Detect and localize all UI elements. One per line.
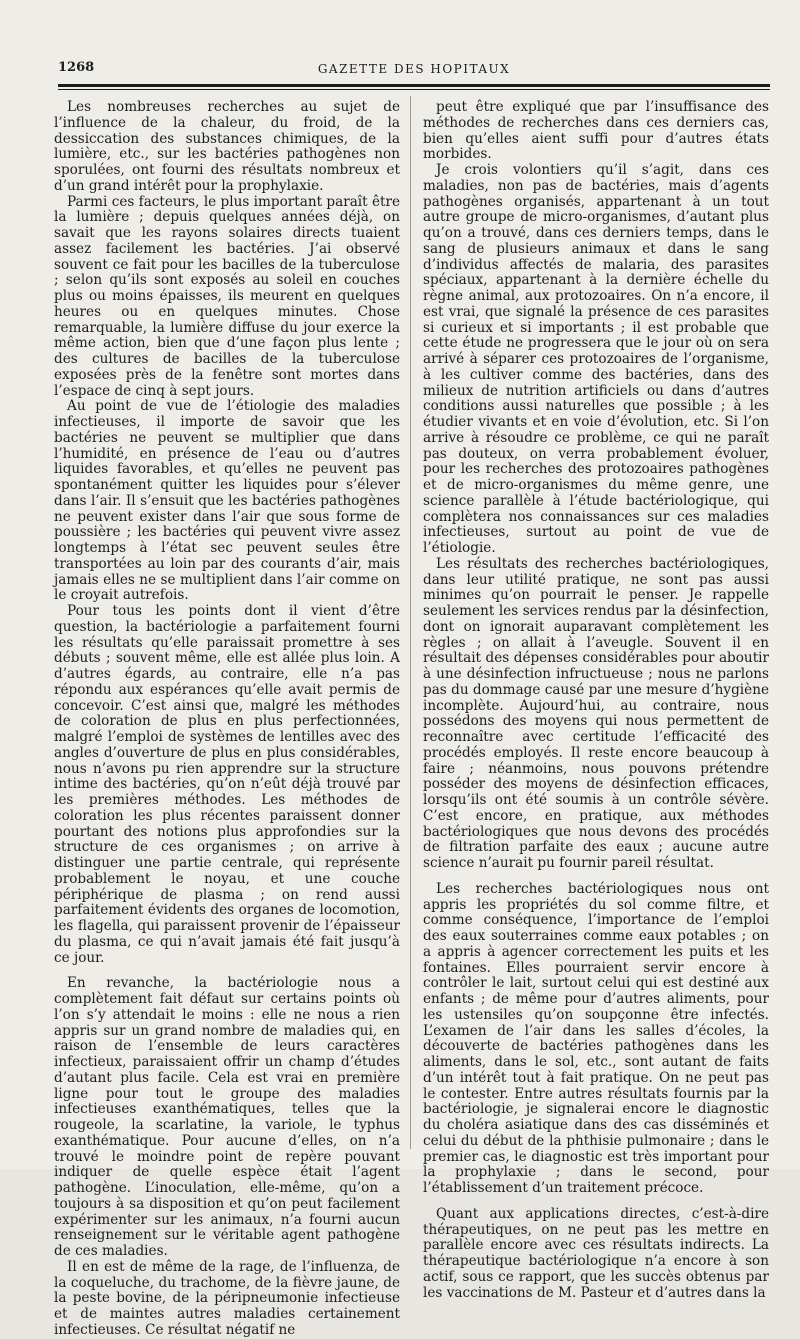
paragraph: Les nombreuses recherches au sujet de l’influence de la chaleur, du froid, de la dessiccation des substances chimiques, de la lumière, etc., sur les bactéries pathogènes non sporulées, ont fourni des résultats nombreux et d’un grand intérêt pour la prophylaxie.: [54, 99, 400, 194]
paragraph: Quant aux applications directes, c’est-à-dire thérapeutiques, on ne peut pas les mettre en parallèle encore avec ces résultats indirects. La thérapeutique bactériologique n’a encore à son actif, sous ce rapport, que les succès obtenus par les vaccinations de M. Pasteur et d’autres dans la: [423, 1205, 769, 1301]
paragraph: Il en est de même de la rage, de l’influenza, de la coqueluche, du trachome, de la fièvre jaune, de la peste bovine, de la péripneumonie infectieuse et de maintes autres maladies certainement infectieuses. Ce résultat négatif ne: [54, 1258, 400, 1338]
paragraph: Au point de vue de l’étiologie des maladies infectieuses, il importe de savoir que les bactéries ne peuvent se multiplier que dans l’humidité, en présence de l’eau ou d’autres liquides favorables, et qu’elles ne peuvent pas spontanément quitter les liquides pour s’élever dans l’air. Il s’ensuit que les bactéries pathogènes ne peuvent exister dans l’air que sous forme de poussière ; les bactéries qui peuvent vivre assez longtemps à l’état sec peuvent seules être transportées au loin par des courants d’air, mais jamais elles ne se multiplient dans l’air comme on le croyait autrefois.: [54, 398, 400, 604]
paragraph: En revanche, la bactériologie nous a complètement fait défaut sur certains points où l’on s’y attendait le moins : elle ne nous a rien appris sur un grand nombre de maladies qui, en raison de l’ensemble de leurs caractères infectieux, paraissaient offrir un champ d’études d’autant plus facile. Cela est vrai en première ligne pour tout le groupe des maladies infectieuses exanthématiques, telles que la rougeole, la scarlatine, la variole, le typhus exanthématique. Pour aucune d’elles, on n’a trouvé le moindre point de repère pouvant indiquer de quelle espèce était l’agent pathogène. L’inoculation, elle-même, qu’on a toujours à sa disposition et qu’on peut facilement expérimenter sur les animaux, n’a fourni aucun renseignement sur le véritable agent pathogène de ces maladies.: [54, 975, 400, 1259]
paragraph: Je crois volontiers qu’il s’agit, dans ces maladies, non pas de bactéries, mais d’agents pathogènes organisés, appartenant à un tout autre groupe de micro-organismes, d’autant plus qu’on a trouvé, dans ces derniers temps, dans le sang de plusieurs animaux et dans le sang d’individus affectés de malaria, des parasites spéciaux, appartenant à la dernière échelle du règne animal, aux protozoaires. On n’a encore, il est vrai, que signalé la présence de ces parasites si curieux et si importants ; il est probable que cette étude ne progressera que le jour où on sera arrivé à séparer ces protozoaires de l’organisme, à les cultiver comme des bactéries, dans des milieux de nutrition artificiels ou dans d’autres conditions aussi naturelles que possible ; à les étudier vivants et en voie d’évolution, etc. Si l’on arrive à résoudre ce problème, ce qui ne paraît pas douteux, on verra probablement évoluer, pour les recherches des protozoaires pathogènes et de micro-organismes du même genre, une science parallèle à l’étude bactériologique, qui complètera nos connaissances sur ces maladies infectieuses, surtout au point de vue de l’étiologie.: [423, 162, 769, 556]
journal-title: GAZETTE DES HOPITAUX: [317, 62, 511, 76]
paragraph: Pour tous les points dont il vient d’être question, la bactériologie a parfaitement fourni les résultats qu’elle paraissait promettre à ses débuts ; souvent même, elle est allée plus loin. A d’autres égards, au contraire, elle n’a pas répondu aux espérances qu’elle avait permis de concevoir. C’est ainsi que, malgré les méthodes de coloration de plus en plus perfectionnées, malgré l’emploi de systèmes de lentilles avec des angles d’ouverture de plus en plus considérables, nous n’avons pu rien apprendre sur la structure intime des bactéries, qu’on n’eût déjà trouvé par les premières méthodes. Les méthodes de coloration les plus récentes paraissent donner pourtant des notions plus approfondies sur la structure de ces organismes ; on arrive à distinguer une partie centrale, qui représente probablement le noyau, et une couche périphérique de plasma ; on rend aussi parfaitement évidents des organes de locomotion, les flagella, qui paraissent provenir de l’épaisseur du plasma, ce qui n’avait jamais été fait jusqu’à ce jour.: [54, 603, 400, 966]
paragraph: Les recherches bactériologiques nous ont appris les propriétés du sol comme filtre, et comme conséquence, l’importance de l’emploi des eaux souterraines comme eaux potables ; on a appris à agencer correctement les puits et les fontaines. Elles pourraient servir encore à contrôler le lait, surtout celui qui est destiné aux enfants ; de même pour d’autres aliments, pour les ustensiles qu’on soupçonne être infectés. L’examen de l’air dans les salles d’écoles, la découverte de bactéries pathogènes dans les aliments, dans le sol, etc., sont autant de faits d’un intérêt tout à fait pratique. On ne peut pas le contester. Entre autres résultats fournis par la bactériologie, je signalerai encore le diagnostic du choléra asiatique dans des cas disséminés et celui du début de la phthisie pulmonaire ; dans le premier cas, le diagnostic est très important pour la prophylaxie ; dans le second, pour l’établissement d’un traitement précoce.: [423, 880, 769, 1196]
paragraph: peut être expliqué que par l’insuffisance des méthodes de recherches dans ces derniers cas, bien qu’elles aient suffi pour d’autres états morbides.: [423, 99, 769, 163]
page-number: 1268: [58, 60, 95, 75]
paragraph: Parmi ces facteurs, le plus important paraît être la lumière ; depuis quelques années déjà, on savait que les rayons solaires directs tuaient assez facilement les bactéries. J’ai observé souvent ce fait pour les bacilles de la tuberculose ; selon qu’ils sont exposés au soleil en couches plus ou moins épaisses, ils meurent en quelques heures ou en quelques minutes. Chose remarquable, la lumière diffuse du jour exerce la même action, bien que d’une façon plus lente ; des cultures de bacilles de la tuberculose exposées près de la fenêtre sont mortes dans l’espace de cinq à sept jours.: [54, 193, 400, 399]
paragraph: Les résultats des recherches bactériologiques, dans leur utilité pratique, ne sont pas aussi minimes qu’on pourrait le penser. Je rappelle seulement les services rendus par la désinfection, dont on ignorait auparavant complètement les règles ; on allait à l’aveugle. Souvent il en résultait des dépenses considérables pour aboutir à une désinfection infructueuse ; nous ne parlons pas du dommage causé par une mesure d’hygiène incomplète. Aujourd’hui, au contraire, nous possédons des moyens qui nous permettent de reconnaître avec certitude l’efficacité des procédés employés. Il reste encore beaucoup à faire ; néanmoins, nous pouvons prétendre posséder des moyens de désinfection efficaces, lorsqu’ils ont été soumis à un contrôle sévère. C’est encore, en pratique, aux méthodes bactériologiques que nous devons des procédés de filtration parfaite des eaux ; aucune autre science n’aurait pu fournir pareil résultat.: [423, 555, 769, 871]
header-rule: [58, 84, 770, 90]
column-divider: [410, 96, 411, 1149]
right-column: [423, 99, 769, 1301]
page-header: [58, 58, 770, 80]
left-column: [54, 99, 400, 1338]
